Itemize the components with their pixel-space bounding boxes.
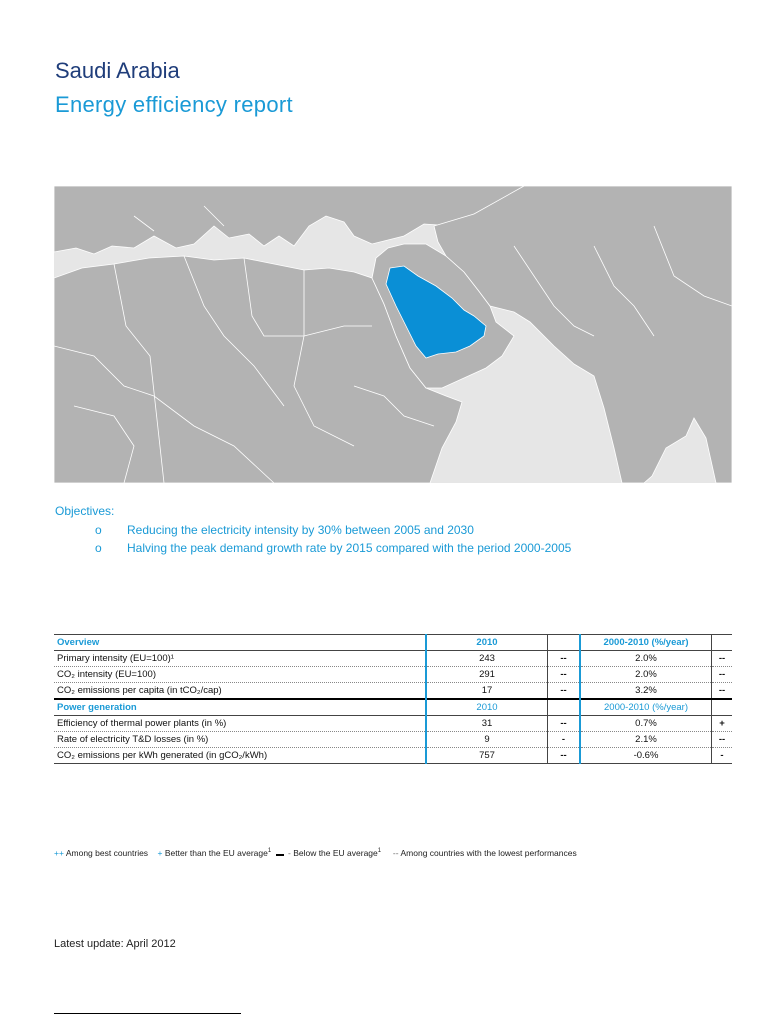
region-map (54, 186, 732, 483)
rating-legend (54, 848, 577, 858)
indicator-value: 31 (426, 716, 548, 732)
indicator-trend: -0.6% (580, 748, 712, 764)
legend-lowest-label: Among countries with the lowest performances (400, 848, 577, 858)
table-row (54, 667, 732, 683)
trend-rating: - (712, 748, 733, 764)
indicator-rating: -- (548, 748, 581, 764)
indicator-value: 291 (426, 667, 548, 683)
indicator-rating: -- (548, 683, 581, 700)
table-row (54, 732, 732, 748)
objective-text: Reducing the electricity intensity by 30% between 2005 and 2030 (127, 523, 474, 537)
indicators-table (54, 634, 732, 764)
indicator-rating: - (548, 732, 581, 748)
bullet-icon: o (95, 523, 102, 537)
table-section-header (54, 699, 732, 716)
table-row (54, 716, 732, 732)
legend-better-label: Better than the EU average (164, 848, 268, 858)
indicator-label: CO₂ intensity (EU=100) (54, 667, 426, 683)
indicator-trend: 3.2% (580, 683, 712, 700)
legend-below-label: Below the EU average (293, 848, 378, 858)
footnote-rule (54, 1013, 241, 1014)
rating-header (548, 699, 581, 716)
legend-best-label: Among best countries (65, 848, 149, 858)
latest-update: Latest update: April 2012 (54, 938, 176, 950)
legend-below-symbol: - (287, 848, 291, 858)
report-subtitle: Energy efficiency report (55, 92, 293, 117)
trend-rating-header (712, 635, 733, 651)
indicator-value: 17 (426, 683, 548, 700)
report-country-title: Saudi Arabia (55, 58, 180, 83)
objectives-heading: Objectives: (55, 504, 115, 518)
indicator-rating: -- (548, 716, 581, 732)
trend-header: 2000-2010 (%/year) (580, 699, 712, 716)
trend-rating: -- (712, 667, 733, 683)
indicator-value: 757 (426, 748, 548, 764)
legend-lowest-symbol: -- (392, 848, 399, 858)
indicator-trend: 2.0% (580, 651, 712, 667)
indicator-label: Rate of electricity T&D losses (in %) (54, 732, 426, 748)
year-header: 2010 (426, 699, 548, 716)
table-section-header (54, 635, 732, 651)
indicator-trend: 0.7% (580, 716, 712, 732)
objective-item (55, 539, 571, 557)
indicator-rating: -- (548, 667, 581, 683)
table-row (54, 748, 732, 764)
legend-better-symbol: + (157, 848, 163, 858)
indicator-value: 9 (426, 732, 548, 748)
footnote-ref: 1 (267, 848, 272, 855)
indicator-label: CO₂ emissions per capita (in tCO₂/cap) (54, 683, 426, 700)
bullet-icon: o (95, 541, 102, 555)
section-title: Power generation (54, 699, 426, 716)
table-row (54, 651, 732, 667)
footnote-ref: 1 (377, 848, 382, 855)
indicator-rating: -- (548, 651, 581, 667)
table-row (54, 683, 732, 700)
trend-rating: -- (712, 651, 733, 667)
indicator-trend: 2.1% (580, 732, 712, 748)
indicator-label: CO₂ emissions per kWh generated (in gCO₂/kWh) (54, 748, 426, 764)
indicator-label: Primary intensity (EU=100)¹ (54, 651, 426, 667)
legend-best-symbol: ++ (54, 848, 64, 858)
section-title: Overview (54, 635, 426, 651)
objective-text: Halving the peak demand growth rate by 2015 compared with the period 2000-2005 (127, 541, 572, 555)
indicator-value: 243 (426, 651, 548, 667)
map-svg (54, 186, 732, 483)
year-header: 2010 (426, 635, 548, 651)
objectives-list (55, 521, 571, 557)
objectives-section (55, 504, 571, 557)
trend-header: 2000-2010 (%/year) (580, 635, 712, 651)
trend-rating: -- (712, 732, 733, 748)
legend-separator (276, 853, 284, 856)
trend-rating: + (712, 716, 733, 732)
trend-rating: -- (712, 683, 733, 700)
indicator-trend: 2.0% (580, 667, 712, 683)
rating-header (548, 635, 581, 651)
objective-item (55, 521, 571, 539)
indicator-label: Efficiency of thermal power plants (in %) (54, 716, 426, 732)
trend-rating-header (712, 699, 733, 716)
